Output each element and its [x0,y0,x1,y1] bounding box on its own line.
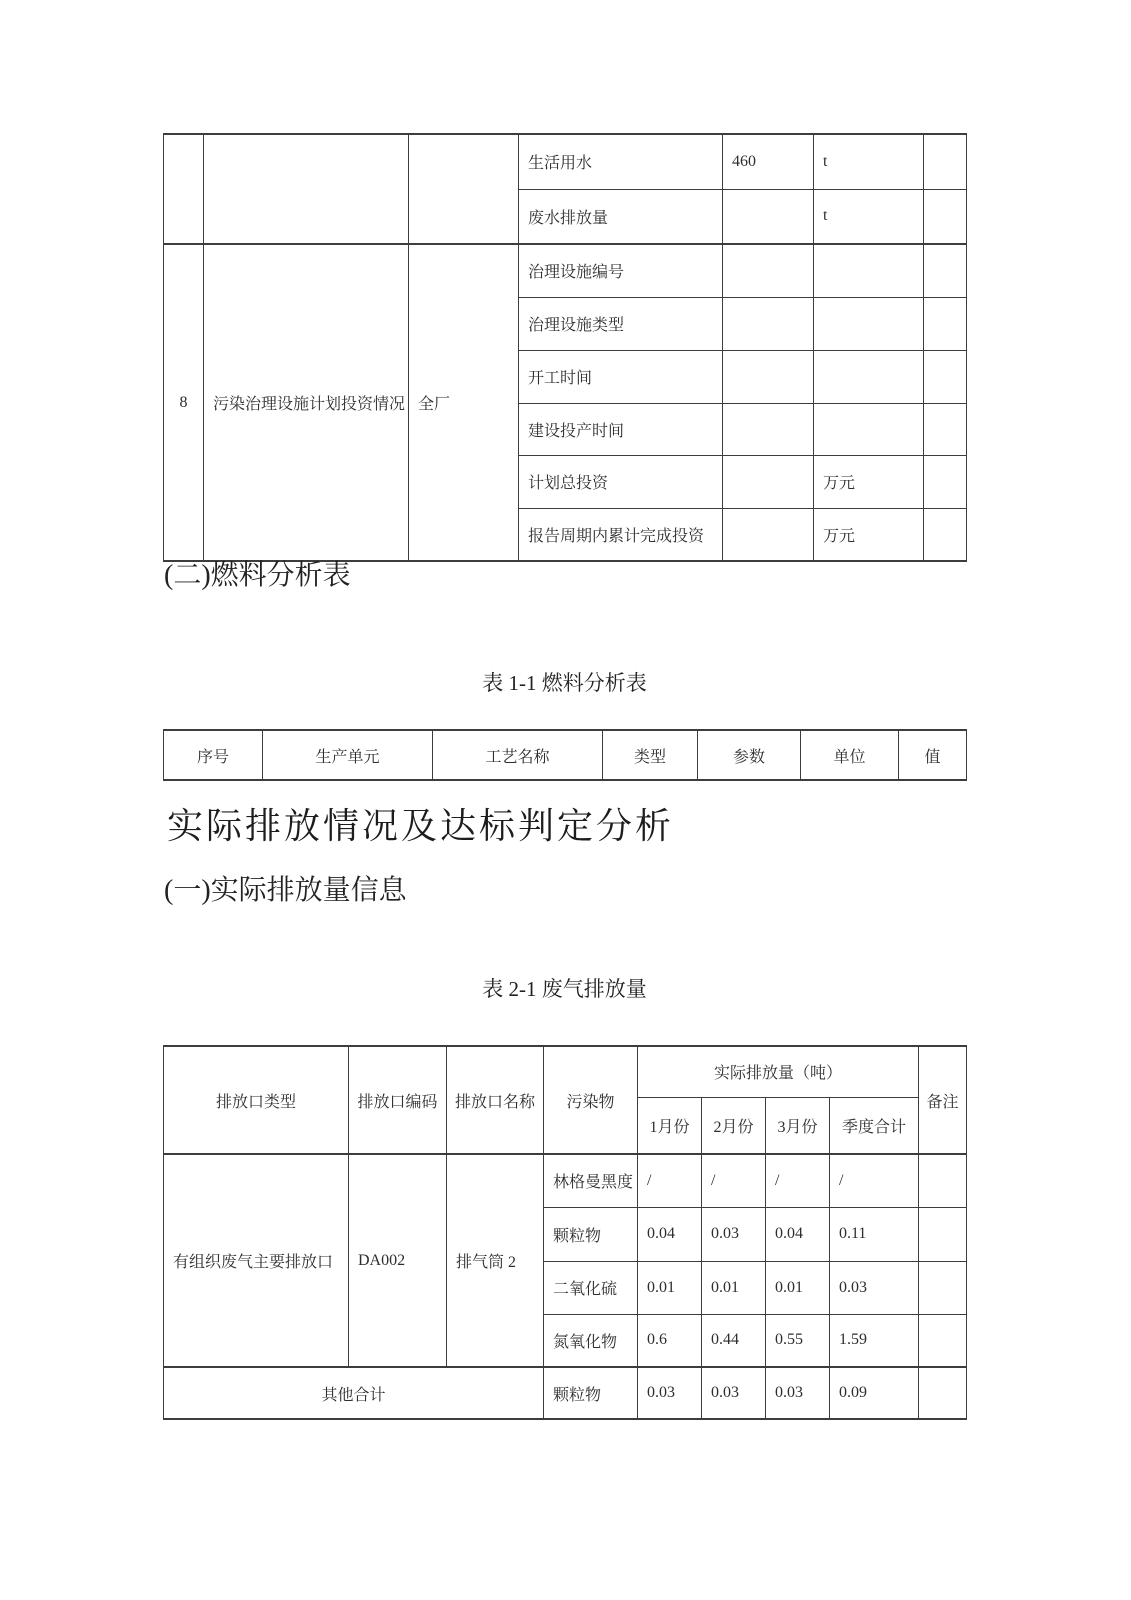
value-cell: 0.03 [638,1367,702,1419]
outlet-type-cell: 有组织废气主要排放口 [164,1154,349,1367]
value-cell: 0.03 [702,1207,766,1261]
remark-cell [919,1154,967,1207]
outlet-name-cell: 排气筒 2 [447,1154,544,1367]
value-cell: / [766,1154,830,1207]
blank-cell [924,244,967,297]
value-cell: 0.03 [702,1367,766,1419]
row-label-cell: 废水排放量 [519,189,723,244]
header-cell-month: 2月份 [702,1097,766,1154]
header-cell-month: 1月份 [638,1097,702,1154]
row-unit-cell: t [814,134,924,189]
row-value-cell [723,403,814,455]
row-unit-cell: 万元 [814,455,924,508]
row-label-cell: 报告周期内累计完成投资 [519,508,723,561]
header-cell: 工艺名称 [433,730,603,780]
table-row [164,1367,967,1419]
value-cell: 0.01 [638,1261,702,1314]
value-cell: 0.04 [766,1207,830,1261]
remark-cell [919,1367,967,1419]
pollutant-cell: 氮氧化物 [544,1314,638,1367]
value-cell: / [830,1154,919,1207]
row-label-cell: 治理设施编号 [519,244,723,297]
row-value-cell [723,508,814,561]
investment-table [163,133,967,562]
row-unit-cell [814,297,924,350]
remark-cell [919,1261,967,1314]
row-label-cell: 开工时间 [519,350,723,403]
value-cell: 0.44 [702,1314,766,1367]
scope-cell: 全厂 [409,244,519,561]
header-cell: 排放口类型 [164,1046,349,1154]
value-cell: 0.09 [830,1367,919,1419]
item-cell: 污染治理设施计划投资情况 [204,244,409,561]
header-cell: 单位 [801,730,899,780]
row-unit-cell: t [814,189,924,244]
value-cell: 0.11 [830,1207,919,1261]
pollutant-cell: 颗粒物 [544,1207,638,1261]
header-cell: 序号 [164,730,263,780]
value-cell: 1.59 [830,1314,919,1367]
row-label-cell: 生活用水 [519,134,723,189]
remark-cell [919,1314,967,1367]
table-row [164,244,967,297]
value-cell: 0.04 [638,1207,702,1261]
value-cell: / [638,1154,702,1207]
header-cell-emission-group: 实际排放量（吨） [638,1046,919,1097]
header-cell: 参数 [698,730,801,780]
blank-cell [924,189,967,244]
row-unit-cell: 万元 [814,508,924,561]
blank-cell [924,134,967,189]
value-cell: 0.01 [702,1261,766,1314]
row-unit-cell [814,244,924,297]
row-value-cell: 460 [723,134,814,189]
row-label-cell: 建设投产时间 [519,403,723,455]
fuel-analysis-table [163,729,967,781]
blank-cell [924,403,967,455]
blank-cell [924,350,967,403]
scope-cell [409,134,519,244]
value-cell: / [702,1154,766,1207]
value-cell: 0.03 [766,1367,830,1419]
row-value-cell [723,455,814,508]
row-value-cell [723,244,814,297]
table-row [164,1154,967,1207]
chapter-heading: 实际排放情况及达标判定分析 [167,806,675,846]
value-cell: 0.55 [766,1314,830,1367]
header-cell-month: 3月份 [766,1097,830,1154]
header-cell: 类型 [603,730,698,780]
row-value-cell [723,350,814,403]
row-value-cell [723,189,814,244]
table-row [164,134,967,189]
section-heading-actual-emission: (一)实际排放量信息 [164,875,407,906]
pollutant-cell: 林格曼黑度 [544,1154,638,1207]
row-value-cell [723,297,814,350]
header-cell: 排放口名称 [447,1046,544,1154]
pollutant-cell: 二氧化硫 [544,1261,638,1314]
index-cell [164,134,204,244]
item-cell [204,134,409,244]
other-total-label-cell: 其他合计 [164,1367,544,1419]
table-caption-1-1: 表 1-1 燃料分析表 [482,671,647,695]
header-cell: 污染物 [544,1046,638,1154]
remark-cell [919,1207,967,1261]
header-cell: 备注 [919,1046,967,1154]
value-cell: 0.01 [766,1261,830,1314]
row-unit-cell [814,350,924,403]
row-label-cell: 治理设施类型 [519,297,723,350]
waste-gas-emission-table [163,1045,967,1420]
pollutant-cell: 颗粒物 [544,1367,638,1419]
row-label-cell: 计划总投资 [519,455,723,508]
index-cell: 8 [164,244,204,561]
blank-cell [924,455,967,508]
outlet-code-cell: DA002 [349,1154,447,1367]
table-caption-2-1: 表 2-1 废气排放量 [482,977,647,1001]
header-cell: 排放口编码 [349,1046,447,1154]
table-row [164,1046,967,1097]
header-cell-month: 季度合计 [830,1097,919,1154]
blank-cell [924,297,967,350]
table-row [164,730,967,780]
row-unit-cell [814,403,924,455]
section-heading-fuel-analysis: (二)燃料分析表 [164,560,351,591]
header-cell: 生产单元 [263,730,433,780]
value-cell: 0.03 [830,1261,919,1314]
value-cell: 0.6 [638,1314,702,1367]
blank-cell [924,508,967,561]
header-cell: 值 [899,730,967,780]
